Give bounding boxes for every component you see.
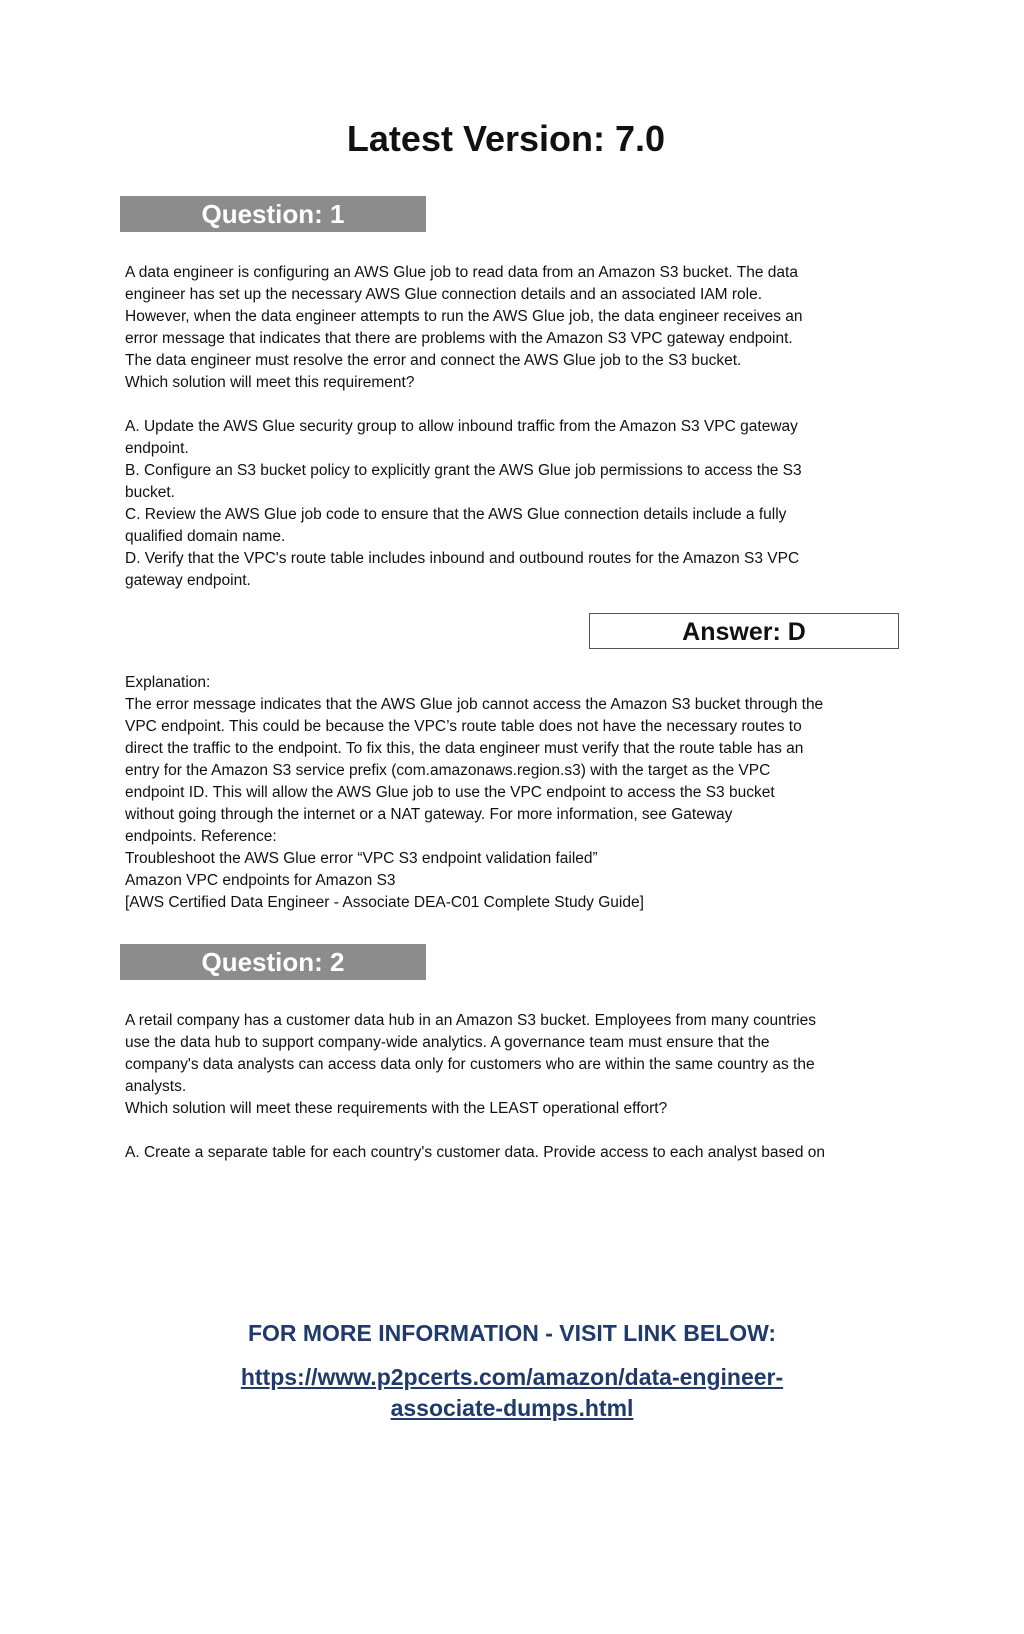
explanation-line: without going through the internet or a NAT gateway. For more information, see Gateway bbox=[125, 806, 733, 823]
question-1-option-line: endpoint. bbox=[125, 440, 189, 457]
question-1-option-line: bucket. bbox=[125, 484, 175, 501]
footer-heading: FOR MORE INFORMATION - VISIT LINK BELOW: bbox=[247, 1320, 777, 1346]
question-2-option-line: A. Create a separate table for each country's customer data. Provide access to each analyst based on bbox=[125, 1144, 825, 1161]
footer-link-line-2[interactable]: associate-dumps.html bbox=[390, 1395, 634, 1421]
footer-link-line-1[interactable]: https://www.p2pcerts.com/amazon/data-engineer- bbox=[240, 1364, 784, 1390]
footer-link[interactable] bbox=[0, 1362, 1024, 1424]
question-1-stem-line: The data engineer must resolve the error and connect the AWS Glue job to the S3 bucket. bbox=[125, 352, 742, 369]
explanation-line: direct the traffic to the endpoint. To fix this, the data engineer must verify that the route table has an bbox=[125, 740, 804, 757]
explanation-line: [AWS Certified Data Engineer - Associate DEA-C01 Complete Study Guide] bbox=[125, 894, 644, 911]
question-1-option-line: D. Verify that the VPC's route table includes inbound and outbound routes for the Amazon S3 VPC bbox=[125, 550, 800, 567]
question-2-stem-line: company's data analysts can access data only for customers who are within the same country as the bbox=[125, 1056, 815, 1073]
question-1-stem-line: However, when the data engineer attempts to run the AWS Glue job, the data engineer receives an bbox=[125, 308, 803, 325]
question-2-stem-line: use the data hub to support company-wide analytics. A governance team must ensure that the bbox=[125, 1034, 770, 1051]
question-1-header: Question: 1 bbox=[120, 196, 426, 232]
question-1-explanation bbox=[125, 672, 900, 914]
page-title: Latest Version: 7.0 bbox=[346, 118, 666, 159]
explanation-line: Explanation: bbox=[125, 674, 211, 691]
question-1-stem-line: error message that indicates that there are problems with the Amazon S3 VPC gateway endpoint. bbox=[125, 330, 793, 347]
explanation-line: Troubleshoot the AWS Glue error “VPC S3 endpoint validation failed” bbox=[125, 850, 598, 867]
explanation-line: endpoint ID. This will allow the AWS Glue job to use the VPC endpoint to access the S3 bucket bbox=[125, 784, 775, 801]
explanation-line: The error message indicates that the AWS Glue job cannot access the Amazon S3 bucket through the bbox=[125, 696, 824, 713]
explanation-line: endpoints. Reference: bbox=[125, 828, 277, 845]
question-1-stem-line: Which solution will meet this requirement? bbox=[125, 374, 415, 391]
question-2-header: Question: 2 bbox=[120, 944, 426, 980]
question-2-stem-line: Which solution will meet these requirements with the LEAST operational effort? bbox=[125, 1100, 668, 1117]
question-1-option-line: A. Update the AWS Glue security group to allow inbound traffic from the Amazon S3 VPC gateway bbox=[125, 418, 798, 435]
explanation-line: entry for the Amazon S3 service prefix (com.amazonaws.region.s3) with the target as the VPC bbox=[125, 762, 771, 779]
question-1-stem-line: engineer has set up the necessary AWS Glue connection details and an associated IAM role. bbox=[125, 286, 763, 303]
question-1-option-line: C. Review the AWS Glue job code to ensure that the AWS Glue connection details include a fully bbox=[125, 506, 787, 523]
question-2-stem bbox=[125, 1010, 900, 1164]
question-1-stem bbox=[125, 262, 900, 592]
question-2-stem-line: A retail company has a customer data hub in an Amazon S3 bucket. Employees from many countries bbox=[125, 1012, 816, 1029]
question-1-option-line: gateway endpoint. bbox=[125, 572, 251, 589]
explanation-line: Amazon VPC endpoints for Amazon S3 bbox=[125, 872, 396, 889]
question-1-option-line: B. Configure an S3 bucket policy to explicitly grant the AWS Glue job permissions to access the S3 bbox=[125, 462, 802, 479]
answer-box: Answer: D bbox=[589, 613, 899, 649]
question-2-stem-line: analysts. bbox=[125, 1078, 187, 1095]
question-1-stem-line: A data engineer is configuring an AWS Glue job to read data from an Amazon S3 bucket. The data bbox=[125, 264, 798, 281]
question-1-option-line: qualified domain name. bbox=[125, 528, 286, 545]
explanation-line: VPC endpoint. This could be because the VPC’s route table does not have the necessary routes to bbox=[125, 718, 802, 735]
